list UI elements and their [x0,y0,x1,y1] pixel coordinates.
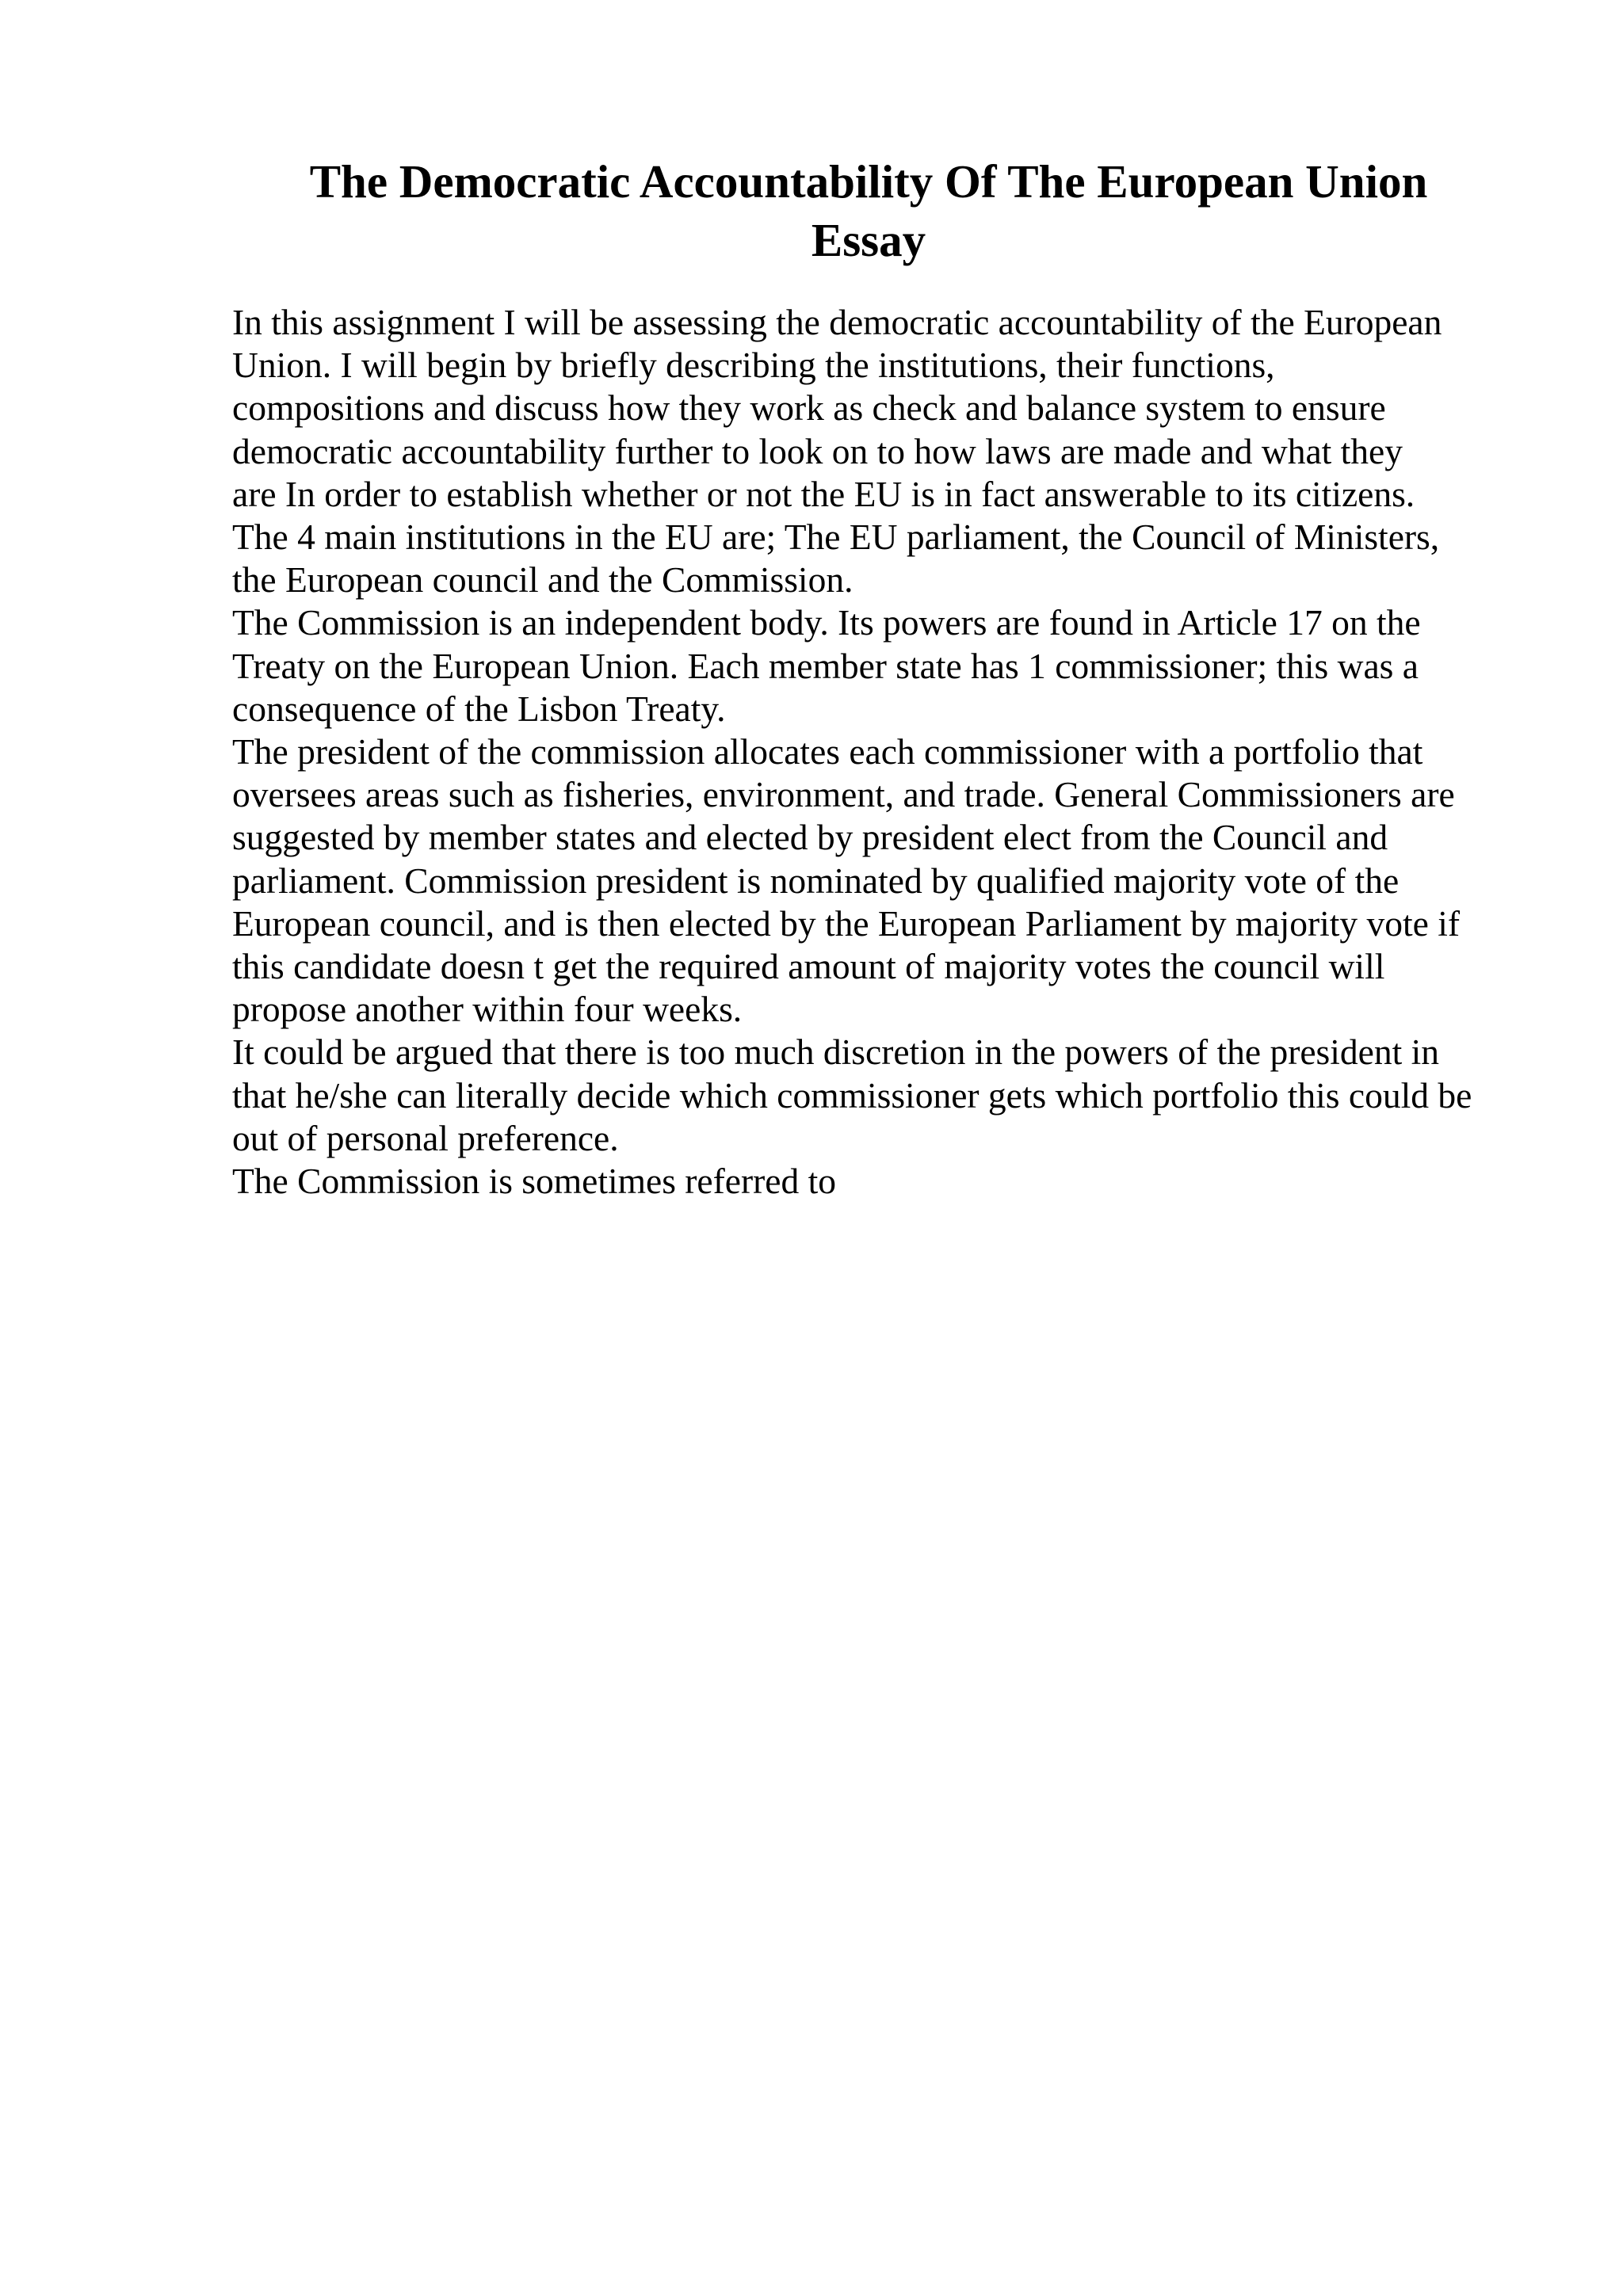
body-line: Treaty on the European Union. Each member state has 1 commissioner; this was a [232,645,1419,686]
body-line: the European council and the Commission. [232,559,854,601]
title-line: Essay [811,214,926,266]
body-line: The Commission is an independent body. Its powers are found in Article 17 on the [232,602,1421,643]
body-line: democratic accountability further to look on to how laws are made and what they [232,430,1403,471]
document-title [227,152,1510,269]
body-line: The Commission is sometimes referred to [232,1161,836,1202]
body-line: this candidate doesn t get the required amount of majority votes the council will [232,946,1385,987]
body-line: suggested by member states and elected by president elect from the Council and [232,817,1388,858]
body-line: out of personal preference. [232,1117,619,1158]
body-line: propose another within four weeks. [232,989,743,1030]
body-line: European council, and is then elected by the European Parliament by majority vote if [232,902,1461,944]
body-line: In this assignment I will be assessing the democratic accountability of the European [232,302,1442,342]
body-line: parliament. Commission president is nominated by qualified majority vote of the [232,860,1400,901]
body-line: compositions and discuss how they work as check and balance system to ensure [232,387,1386,429]
body-line: The 4 main institutions in the EU are; The EU parliament, the Council of Ministers, [232,517,1440,558]
body-line: consequence of the Lisbon Treaty. [232,688,726,729]
body-line: Union. I will begin by briefly describing the institutions, their functions, [232,345,1275,386]
body-line: oversees areas such as fisheries, environment, and trade. General Commissioners are [232,774,1455,815]
body-line: It could be argued that there is too much discretion in the powers of the president in [232,1032,1440,1073]
body-line: are In order to establish whether or not the EU is in fact answerable to its citizens. [232,473,1415,514]
title-line: The Democratic Accountability Of The European Union [309,155,1428,208]
essay-body [232,301,1532,1203]
body-line: that he/she can literally decide which commissioner gets which portfolio this could be [232,1074,1472,1116]
body-line: The president of the commission allocates each commissioner with a portfolio that [232,731,1423,772]
